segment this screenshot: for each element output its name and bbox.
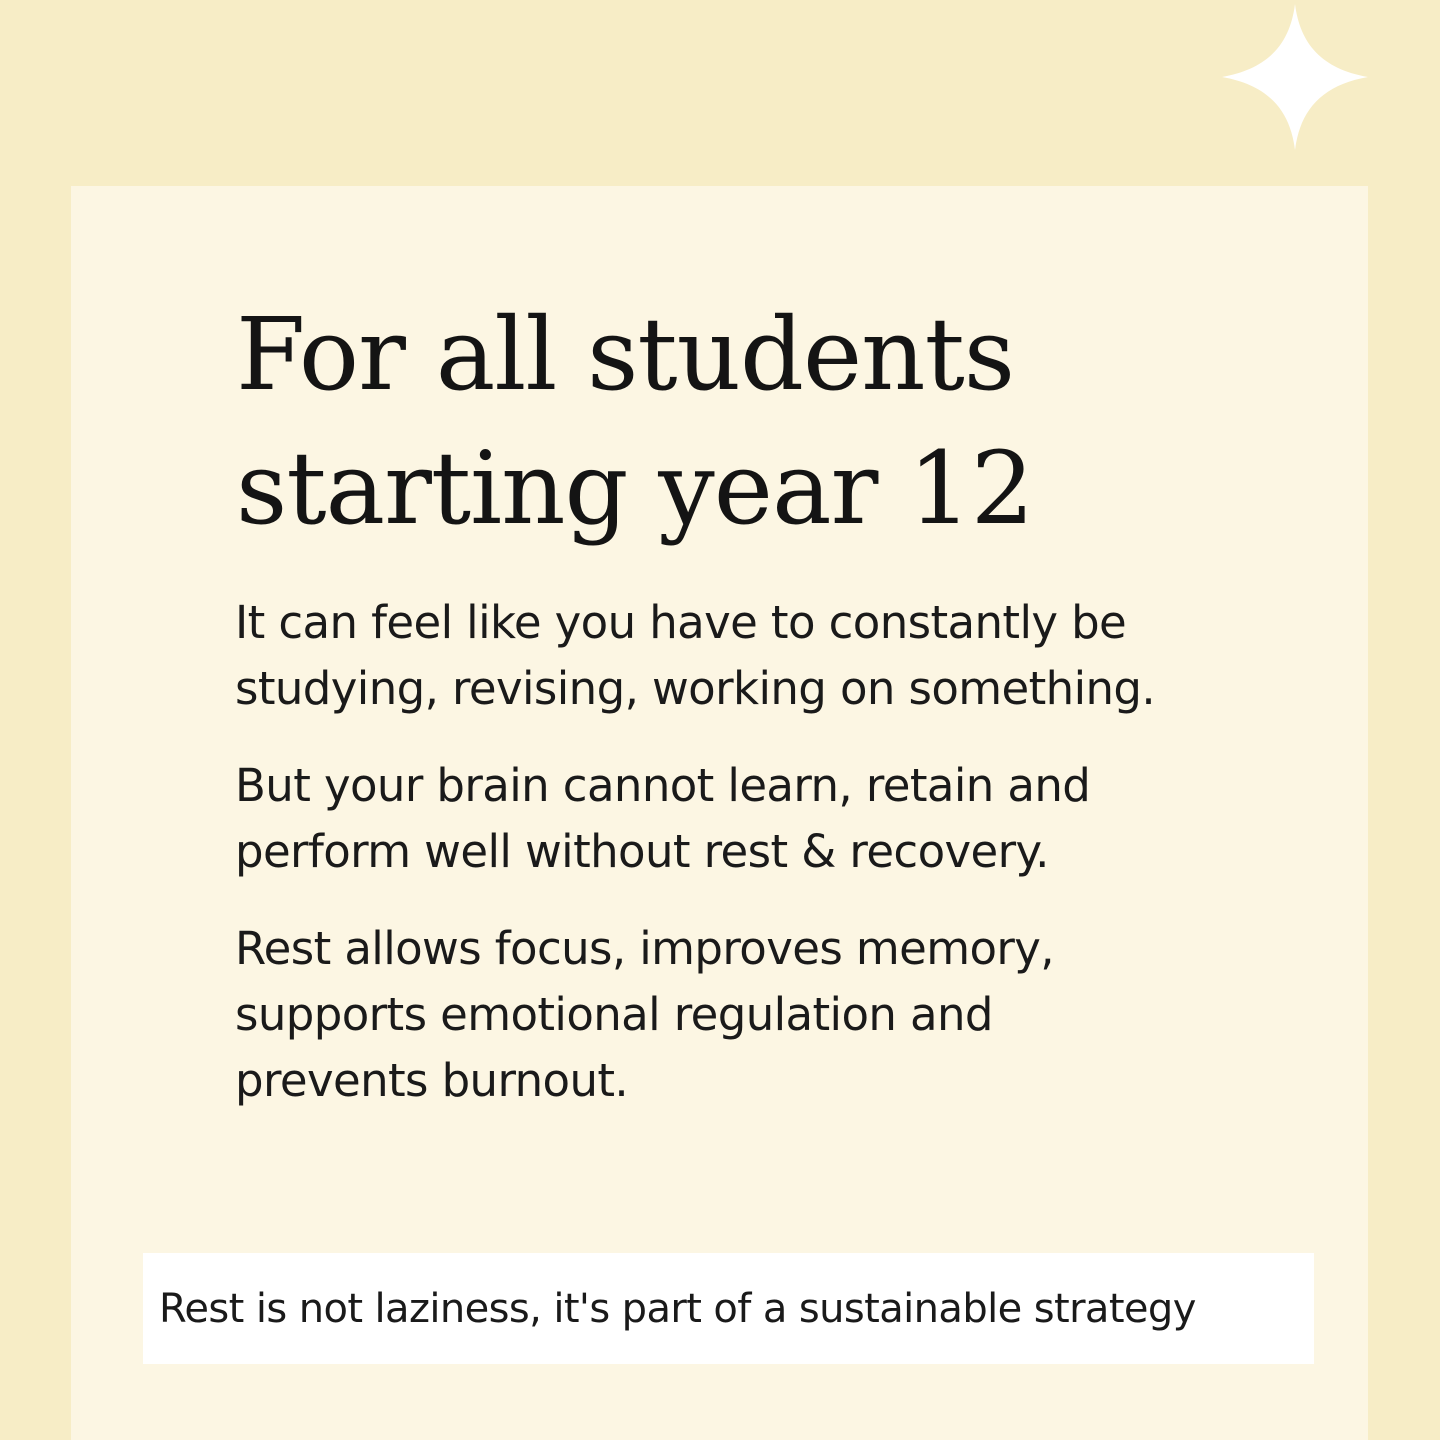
paragraph-brain-rest: But your brain cannot learn, retain and perform well without rest & recovery.: [235, 759, 1091, 878]
callout-box: [143, 1253, 1314, 1364]
paragraph-rest-benefits: Rest allows focus, improves memory, supports emotional regulation and prevents burnout.: [235, 922, 1055, 1107]
sparkle-star-icon: [1222, 4, 1368, 150]
content-card: [71, 186, 1368, 1440]
title-line-1: For all students: [236, 296, 1015, 413]
body-text: [235, 590, 1235, 1145]
callout-text: Rest is not laziness, it's part of a sustainable strategy: [159, 1285, 1196, 1332]
title-line-2: starting year 12: [236, 430, 1034, 547]
page-title: [236, 288, 1033, 556]
paragraph-pressure: It can feel like you have to constantly be studying, revising, working on something.: [235, 596, 1156, 715]
